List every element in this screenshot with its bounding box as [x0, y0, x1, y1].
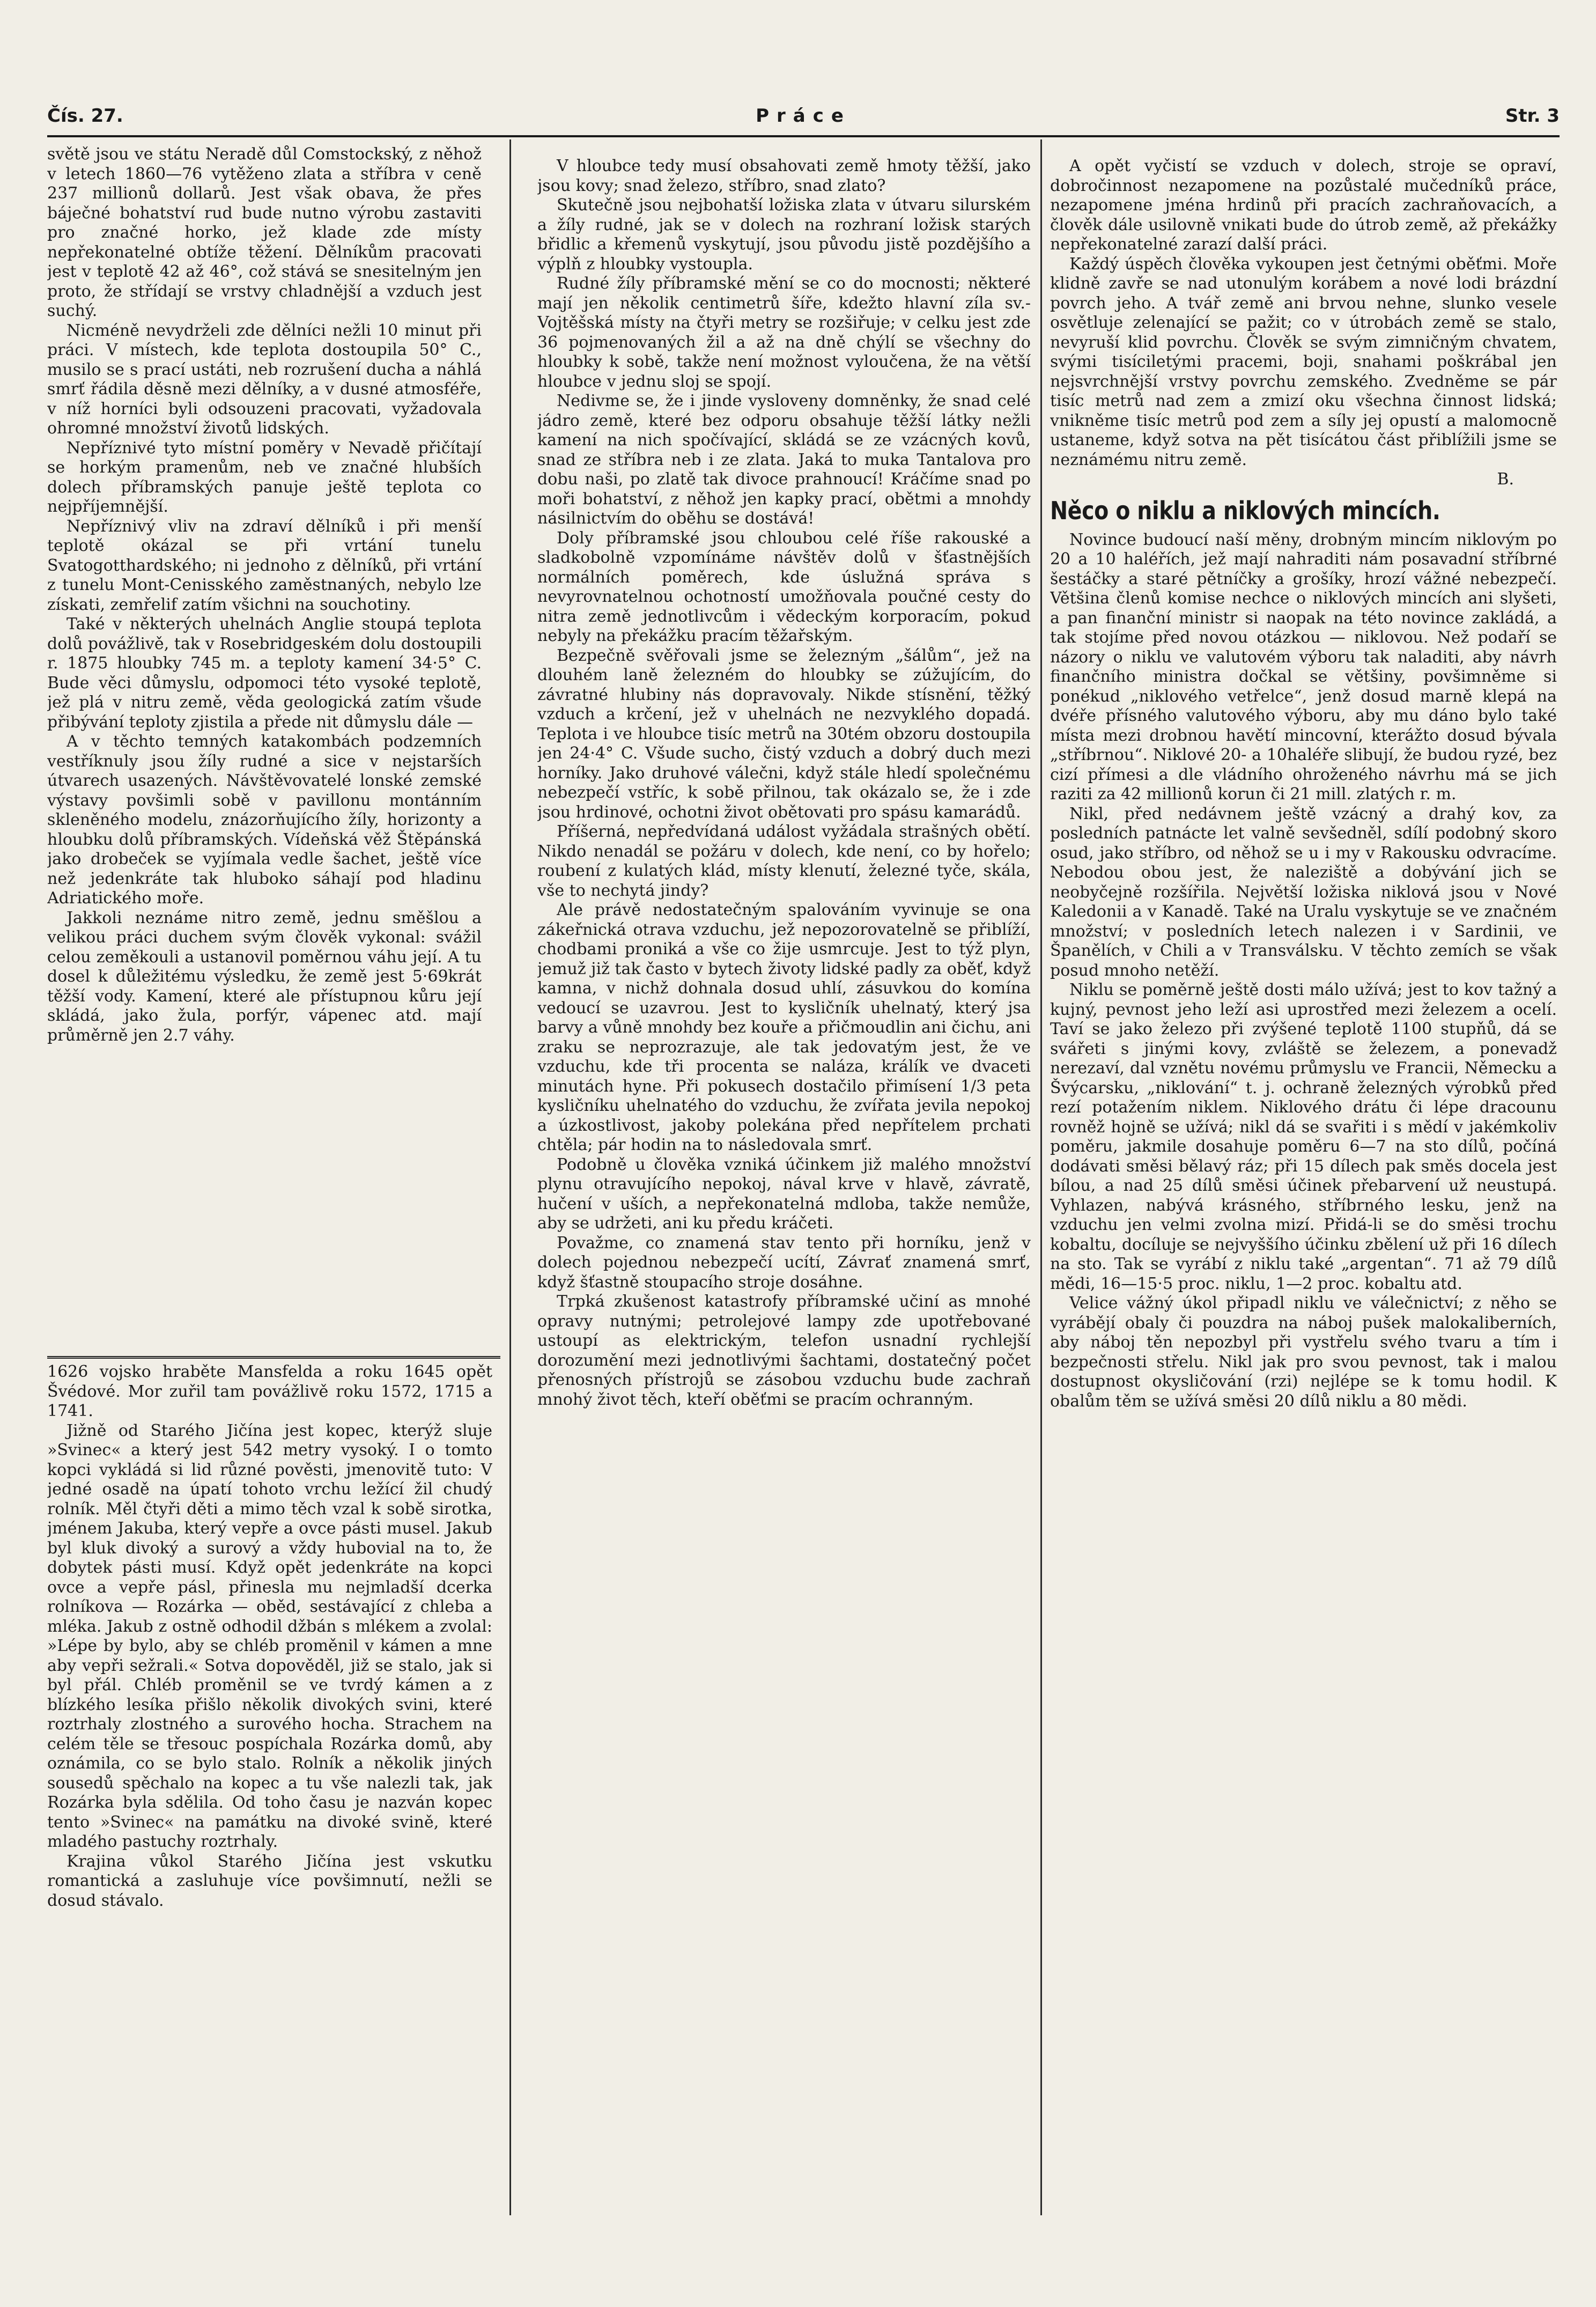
- paragraph: 1626 vojsko hraběte Mansfelda a roku 1645 opět Švédové. Mor zuřil tam povážlivě roku 1572, 1715 a 1741.: [47, 1362, 492, 1420]
- paragraph: Nikl, před nedávnem ještě vzácný a drahý kov, za posledních patnácte let valně sevšedněl, sdílí podobný skoro osud, jako stříbro, od něhož se u i my v Rakousku odvracíme. Nebodou obou jest, že naleziště a dobývání jich se neobyčejně rozšířila. Největší ložiska niklová jsou v Nové Kaledonii a v Kanadě. Také na Uralu vyskytuje se ve značném množství; v posledních letech nalezen i v Sardinii, ve Španělích, v Chili a v Transválsku. V těchto zemích se však posud mnoho netěží.: [1050, 804, 1557, 980]
- paragraph: světě jsou ve státu Neradě důl Comstockský, z něhož v letech 1860—76 vytěženo zlata a stříbra v ceně 237 millionů dollarů. Jest však obava, že přes báječné bohatství rud bude nutno výrobu zastaviti pro značné horko, jež klade zde místy nepřekonatelné obtíže těžení. Dělníkům pracovati jest v teplotě 42 až 46°, což stává se snesitelným jen proto, že střídají se vrstvy chladnější a vzduch jest suchý.: [47, 145, 482, 320]
- paragraph: Jižně od Starého Jičína jest kopec, kterýž sluje »Svinec« a který jest 542 metry vysoký. I o tomto kopci vykládá si lid různé pověsti, jmenovitě tuto: V jedné osadě na úpatí tohoto vrchu ležící žil chudý rolník. Měl čtyři děti a mimo těch vzal k sobě sirotka, jménem Jakuba, který vepře a ovce pásti musel. Jakub byl kluk divoký a surový a vždy hubovial na to, že dobytek pásti musí. Když opět jedenkráte na kopci ovce a vepře pásl, přinesla mu nejmladší dcerka rolníkova — Rozárka — oběd, sestávající z chleba a mléka. Jakub z ostně odhodil džbán s mlékem a zvolal: »Lépe by bylo, aby se chléb proměnil v kámen a mne aby vepři sežrali.« Sotva dopověděl, již se stalo, jak si byl přál. Chléb proměnil se ve tvrdý kámen a z blízkého lesíka přišlo několik divokých svini, které roztrhaly zlostného a surového hocha. Strachem na celém těle se třesouc pospíchala Rozárka domů, aby oznámila, co se bylo stalo. Rolník a několik jiných sousedů spěchalo na kopec a tu vše nalezli tak, jak Rozárka byla sdělila. Od toho času je nazván kopec tento »Svinec« na památku na divoké svině, které mladého pastuchy roztrhaly.: [47, 1421, 492, 1851]
- issue-number: Čís. 27.: [47, 105, 123, 127]
- paragraph: Nepříznivý vliv na zdraví dělníků i při menší teplotě okázal se při vrtání tunelu Svatogotthardského; ni jednoho z dělníků, při vrtání z tunelu Mont-Cenisského zaměstnaných, nebylo lze získati, zemřelif zatím všichni na souchotiny.: [47, 517, 482, 614]
- paragraph: A opět vyčistí se vzduch v dolech, stroje se opraví, dobročinnost nezapomene na pozůstalé mučedníků práce, nezapomene jména hrdinů při pracích zachraňovacích, a člověk dále usilovně vnikati bude do útrob země, až překážky nepřekonatelné zarazí další práci.: [1050, 157, 1557, 254]
- paragraph: Považme, co znamená stav tento při horníku, jenž v dolech pojednou nebezpečí ucítí, Závrať znamená smrť, když šťastně stoupacího stroje dosáhne.: [537, 1233, 1031, 1292]
- paragraph: Bezpečně svěřovali jsme se železným „šálům“, jež na dlouhém laně železném do hloubky se zúžujícím, do závratné hlubiny nás dopravovaly. Nikde stísnění, těžký vzduch a krčení, jež v uhelnách ne nezvyklého dopadá. Teplota i ve hloubce tisíc metrů na 30tém obzoru dostoupila jen 24·4° C. Všude sucho, čistý vzduch a dobrý duch mezi horníky. Jako druhové válečni, když stále hledí společnému nebezpečí vstříc, k sobě přilnou, tak okázalo se, že i zde jsou hrdinové, ochotni život obětovati pro spásu kamarádů.: [537, 646, 1031, 822]
- paragraph: V hloubce tedy musí obsahovati země hmoty těžší, jako jsou kovy; snad železo, stříbro, snad zlato?: [537, 157, 1031, 195]
- paragraph: Rudné žíly příbramské mění se co do mocnosti; některé mají jen několik centimetrů šíře, kdežto hlavní zíla sv.-Vojtěšská místy na čtyři metry se rozšiřuje; v celku jest zde 36 pojmenovaných žil a až na dně chýlí se všechny do hloubky k sobě, takže není možnost vyloučena, že na větší hloubce v jednu sloj se spojí.: [537, 274, 1031, 391]
- paragraph: Trpká zkušenost katastrofy příbramské učiní as mnohé opravy nutnými; petrolejové lampy zde upotřebované ustoupí as elektrickým, telefon usnadní rychlejší dorozumění mezi jednotlivými šachtami, dostatečný počet přenosných přístrojů se zásobou vzduchu bude zachraň mnohý život těch, kteří oběťmi se pracím ochranným.: [537, 1292, 1031, 1409]
- paragraph: Velice vážný úkol připadl niklu ve válečnictví; z něho se vyrábějí obaly či pouzdra na náboj pušek malokaliberních, aby náboj těn nepozbyl při vystřelu svého tvaru a tím i bezpečnosti střelu. Nikl jak pro svou pevnost, tak i malou dostupnost okysličování (rzi) nejlépe se k tomu hodil. K obalům těm se užívá směsi 20 dílů niklu a 80 mědi.: [1050, 1294, 1557, 1411]
- column-divider: [1040, 139, 1042, 2215]
- paragraph: Také v některých uhelnách Anglie stoupá teplota dolů povážlivě, tak v Rosebridgeském dolu dostoupili r. 1875 hloubky 745 m. a teploty kamení 34·5° C. Bude věci důmyslu, odpomoci této vysoké teplotě, jež plá v nitru země, věda geologická zatím všude přibývání teploty zjistila a přede nit důmyslu dále —: [47, 615, 482, 732]
- paragraph: Nepříznivé tyto místní poměry v Nevadě přičítají se horkým pramenům, neb ve značné hlubších dolech příbramských panuje ještě teplota co nejpříjemnější.: [47, 438, 482, 516]
- paragraph: Každý úspěch člověka vykoupen jest četnými oběťmi. Moře klidně zavře se nad utonulým korábem a nové lodi brázdní povrch jeho. A tvář země ani brvou nehne, slunko vesele osvětluje zelenající se pažit; co v útrobách země se stalo, nevyruší klid povrchu. Člověk se svým zimničným chvatem, svými tisíciletými pracemi, boji, snahami poškrábal jen nejsvrchnější vrstvy povrchu zemského. Zvedněme se pár tisíc metrů nad zem a zmizí oku všechna činnost lidská; vnikněme tisíc metrů pod zem a síly jej opustí a malomocně ustaneme, když sotva na pět tisícátou část přiblížili jsme se neznámému nitru země.: [1050, 254, 1557, 469]
- paragraph: Novince budoucí naší měny, drobným mincím niklovým po 20 a 10 haléřích, jež mají nahraditi nám posavadní stříbrné šestáčky a staré pětníčky a grošíky, hrozí vážné nebezpečí. Většina členů komise nechce o niklových mincích ani slyšeti, a pan finanční ministr si naopak na této novince zakládá, a tak stojíme před novou otázkou — niklovou. Než podaří se názory o niklu ve valutovém výboru tak naladiti, aby návrh finančního ministra dočkal se většiny, povšimněme si ponékud „niklového vetřelce“, jenž dosud marně klepá na dvéře přísného valutového výboru, aby mu dáno bylo také místa mezi drobnou havětí mincovní, kterážto dosud bývala „stříbrnou“. Niklové 20- a 10haléře slibují, že budou ryzé, bez cizí přímesi a dle vládního ohroženého návrhu má se jich raziti za 42 millionů korun či 21 mill. zlatých r. m.: [1050, 530, 1557, 804]
- newspaper-page: [47, 0, 1560, 2307]
- paragraph: Skutečně jsou nejbohatší ložiska zlata v útvaru silurském a žíly rudné, jak se v dolech na rozhraní ložisk starých břidlic a křemenů vyskytují, jsou původu jistě pozdějšího a výplň z hloubky vystoupla.: [537, 196, 1031, 274]
- page-number: Str. 3: [1505, 105, 1560, 127]
- paragraph: Jakkoli neznáme nitro země, jednu směšlou a velikou práci duchem svým člověk vykonal: svážil celou zeměkouli a ustanovil poměrnou váhu její. A tu dosel k důležitému výsledku, že země jest 5·69krát těžší vody. Kamení, které ale přístupnou kůru její skládá, jako žula, porfýr, vápenec atd. mají průměrně jen 2.7 váhy.: [47, 908, 482, 1045]
- paragraph: Ale právě nedostatečným spalováním vyvinuje se ona zákeřnická otrava vzduchu, jež nepozorovatelně se přiblíží, chodbami proniká a vše co žije usmrcuje. Jest to týž plyn, jemuž již tak často v bytech životy lidské padly za oběť, když kamna, v nichž dohnala dosud uhlí, zásuvkou do komína vedoucí se uzavrou. Jest to kysličník uhelnatý, který jsa barvy a vůně mnohdy bez kouře a přičmoudlin ani čichu, ani zraku se neprozrazuje, ale tak jedovatým jest, že ve vzduchu, kde tři procenta se naláza, králík ve dvaceti minutách hyne. Při pokusech dostačilo přimísení 1/3 peta kysličníku uhelnatého do vzduchu, že zvířata jevila nepokoj a úzkostlivost, jakoby polekána před nepřítelem prchati chtěla; pár hodin na to následovala smrť.: [537, 901, 1031, 1154]
- journal-title: Práce: [756, 105, 851, 127]
- section-divider: [47, 1356, 500, 1359]
- paragraph: A v těchto temných katakombách podzemních vestříknuly jsou žíly rudné a sice v nejstarších útvarech usazených. Návštěvovatelé lonské zemské výstavy povšimli sobě v pavillonu montánním skleněného modelu, znázorňujícího žíly, horizonty a hloubku dolů příbramských. Vídeňská věž Štěpánská jako drobeček se vyjímala vedle šachet, ještě více než jedenkráte tak hluboko sáhají pod hladinu Adriatického moře.: [47, 732, 482, 908]
- article-column-3: [1050, 157, 1557, 2211]
- article-column-2: [537, 157, 1031, 2211]
- paragraph: Podobně u člověka vzniká účinkem již malého množství plynu otravujícího nepokoj, nával krve v hlavě, závratě, hučení v uších, a nepřekonatelná mdloba, takže nemůže, aby se udržeti, ani ku předu kráčeti.: [537, 1155, 1031, 1233]
- paragraph: Příšerná, nepředvídaná událost vyžádala strašných obětí. Nikdo nenadál se požáru v dolech, kde není, co by hořelo; roubení z kulatých klád, místy klenutí, železné tyče, skála, vše to nechytá jindy?: [537, 822, 1031, 900]
- column-divider: [509, 139, 511, 2215]
- paragraph: Krajina vůkol Starého Jičína jest vskutku romantická a zasluhuje více povšimnutí, nežli se dosud stávalo.: [47, 1852, 492, 1910]
- paragraph: Nedivme se, že i jinde vysloveny domněnky, že snad celé jádro země, které bez odporu obsahuje těžší látky nežli kamení na nich spočívající, skládá se ze vzácných kovů, snad ze stříbra neb i ze zlata. Jaká to muka Tantalova pro dobu naši, po zlatě tak divoce prahnoucí! Kráčíme snad po moři bohatství, z něhož jen kapky prací, obětmi a mnohdy násilnictvím do oběhu se dostává!: [537, 392, 1031, 528]
- author-signature: B.: [1497, 470, 1514, 489]
- section-heading-nickel: Něco o niklu a niklových mincích.: [1050, 496, 1440, 525]
- paragraph: Doly příbramské jsou chloubou celé říše rakouské a sladkobolně vzpomínáme návštěv dolů v šťastnějších normálních poměrech, kde úslužná správa s nevyrovnatelnou ochotností umožňovala poučné cesty do nitra země jednotlivcům i vědeckým korporacím, pokud nebyly na překážku pracím těžařským.: [537, 528, 1031, 645]
- paragraph: Niklu se poměrně ještě dosti málo užívá; jest to kov tažný a kujný, pevnost jeho leží asi uprostřed mezi železem a ocelí. Taví se jako železo při zvýšené teplotě 1100 stupňů, dá se svářeti s jinými kovy, zvláště se železem, a ponevadž nerezaví, dal vznětu novému průmyslu ve Francii, Německu a Švýcarsku, „niklování“ t. j. ochraně železných výrobků před rezí potažením niklem. Niklového drátu či lépe dracounu rovněž hojně se užívá; nikl dá se svařiti i s mědí v jakémkoliv poměru, jakmile dosahuje poměru 6—7 na sto dílů, počíná dodávati směsi bělavý ráz; při 15 dílech pak směs docela jest bílou, a nad 25 dílů směsi účinek přebarvení už neustupá. Vyhlazen, nabývá krásného, stříbrného lesku, jenž na vzduchu jen velmi zvolna mizí. Přidá-li se do směsi trochu kobaltu, docíluje se nejvyššího účinku zbělení už při 16 dílech na sto. Tak se vyrábí z niklu také „argentan“. 71 až 79 dílů mědi, 16—15·5 proc. niklu, 1—2 proc. kobaltu atd.: [1050, 981, 1557, 1293]
- page-header: [47, 105, 1560, 132]
- paragraph: Nicméně nevydrželi zde dělníci nežli 10 minut při práci. V místech, kde teplota dostoupila 50° C., musilo se s prací ustáti, neb rozrušení ducha a náhlá smrť řádila děsně mezi dělníky, a v dusné atmosféře, v níž horníci byli odsouzeni pracovati, vyžadovala ohromné množství životů lidských.: [47, 321, 482, 438]
- header-rule: [47, 135, 1560, 137]
- story-column-svinec: [47, 1362, 492, 2001]
